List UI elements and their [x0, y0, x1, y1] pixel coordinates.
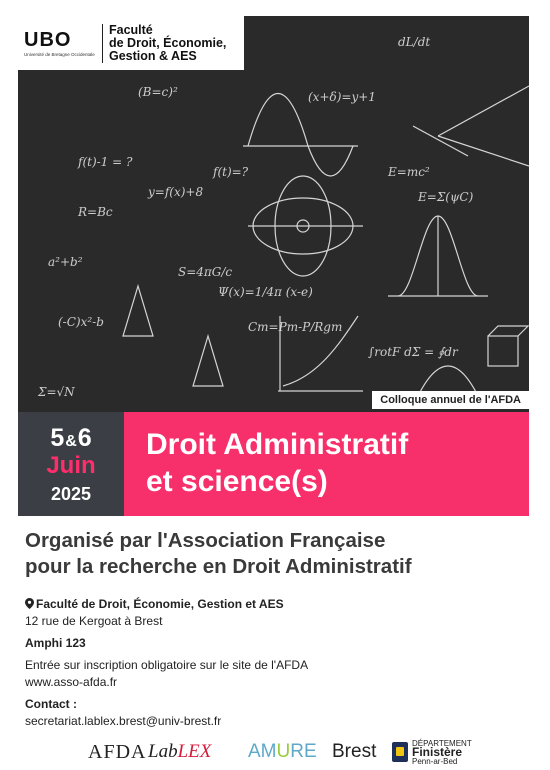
chalk-formula: Cm=Pm-P/Rgm	[248, 320, 343, 334]
location-pin-icon	[25, 598, 34, 609]
amure-part-a: AM	[248, 741, 277, 762]
chalk-formula: E=Σ(ψC)	[418, 190, 474, 204]
title-line-2: et science(s)	[146, 465, 328, 498]
date-month: Juin	[46, 452, 96, 479]
chalk-formula: Σ=√N	[38, 385, 75, 399]
website-link[interactable]: www.asso-afda.fr	[25, 675, 118, 689]
chalk-formula: dL/dt	[398, 35, 431, 49]
chalk-formula: (-C)x²-b	[58, 315, 104, 329]
finistere-top: DÉPARTEMENT	[412, 738, 472, 748]
venue-name: Faculté de Droit, Économie, Gestion et AES	[36, 597, 284, 611]
chalk-formula: Ψ(x)=1/4π (x-e)	[218, 285, 313, 299]
ubo-subtitle: Université de Bretagne Occidentale	[24, 51, 95, 57]
date-ampersand: &	[65, 433, 77, 450]
finistere-main: Finistère	[412, 744, 463, 759]
ubo-mark: UBO	[24, 28, 72, 51]
ubo-logo	[18, 30, 102, 57]
colloque-label: Colloque annuel de l'AFDA	[372, 391, 529, 409]
contact-label: Contact :	[25, 697, 77, 711]
event-title	[146, 426, 408, 500]
amure-part-c: RE	[290, 741, 317, 762]
event-title-banner	[124, 412, 529, 516]
amure-part-b: U	[276, 741, 291, 762]
chalk-formula: a²+b²	[48, 255, 83, 269]
brest-logo: Brest	[332, 741, 377, 762]
faculty-line: de Droit, Économie,	[109, 35, 227, 50]
organizer-line-2: pour la recherche en Droit Administratif	[25, 555, 412, 578]
registration-note: Entrée sur inscription obligatoire sur le site de l'AFDA	[25, 658, 309, 672]
university-logo	[18, 16, 244, 70]
chalk-formula: E=mc²	[388, 165, 430, 179]
lablex-logo	[148, 738, 211, 766]
chalk-formula: ∫rotF dΣ = ∮dr	[368, 345, 458, 359]
venue-room: Amphi 123	[25, 636, 86, 650]
chalk-formula: f(t)-1 = ?	[78, 155, 133, 169]
afda-logo: AFDA	[88, 740, 147, 763]
organizer-line-1: Organisé par l'Association Française	[25, 529, 386, 552]
finistere-shield-icon	[392, 742, 408, 762]
day-end: 6	[77, 424, 92, 452]
chalk-formula: y=f(x)+8	[148, 185, 204, 199]
venue-name-row	[25, 596, 308, 613]
chalk-formula: (x+δ)=y+1	[308, 90, 376, 104]
day-start: 5	[50, 424, 65, 452]
faculty-line: Faculté	[109, 22, 153, 37]
amure-logo	[248, 738, 317, 766]
venue-address: 12 rue de Kergoat à Brest	[25, 614, 163, 628]
chalk-formula: f(t)=?	[213, 165, 249, 179]
date-year: 2025	[50, 484, 92, 504]
chalk-drawings	[18, 16, 529, 412]
finistere-logo	[392, 738, 472, 766]
faculty-line: Gestion & AES	[109, 48, 197, 63]
chalk-formula: R=Bc	[78, 205, 113, 219]
venue-info	[25, 596, 308, 730]
lablex-suffix: LEX	[177, 741, 212, 762]
contact-email[interactable]: secretariat.lablex.brest@univ-brest.fr	[25, 714, 222, 728]
faculty-name	[102, 24, 226, 63]
date-days	[18, 424, 124, 453]
finistere-sub: Penn-ar-Bed	[412, 756, 458, 766]
chalk-formula: S=4πG/c	[178, 265, 233, 279]
event-date	[18, 412, 124, 516]
lablex-prefix: Lab	[148, 741, 178, 762]
partner-logos	[88, 738, 538, 766]
organizer-heading	[25, 528, 412, 580]
title-line-1: Droit Administratif	[146, 428, 409, 461]
chalkboard-illustration	[18, 16, 529, 412]
chalk-formula: (B=c)²	[138, 85, 178, 99]
